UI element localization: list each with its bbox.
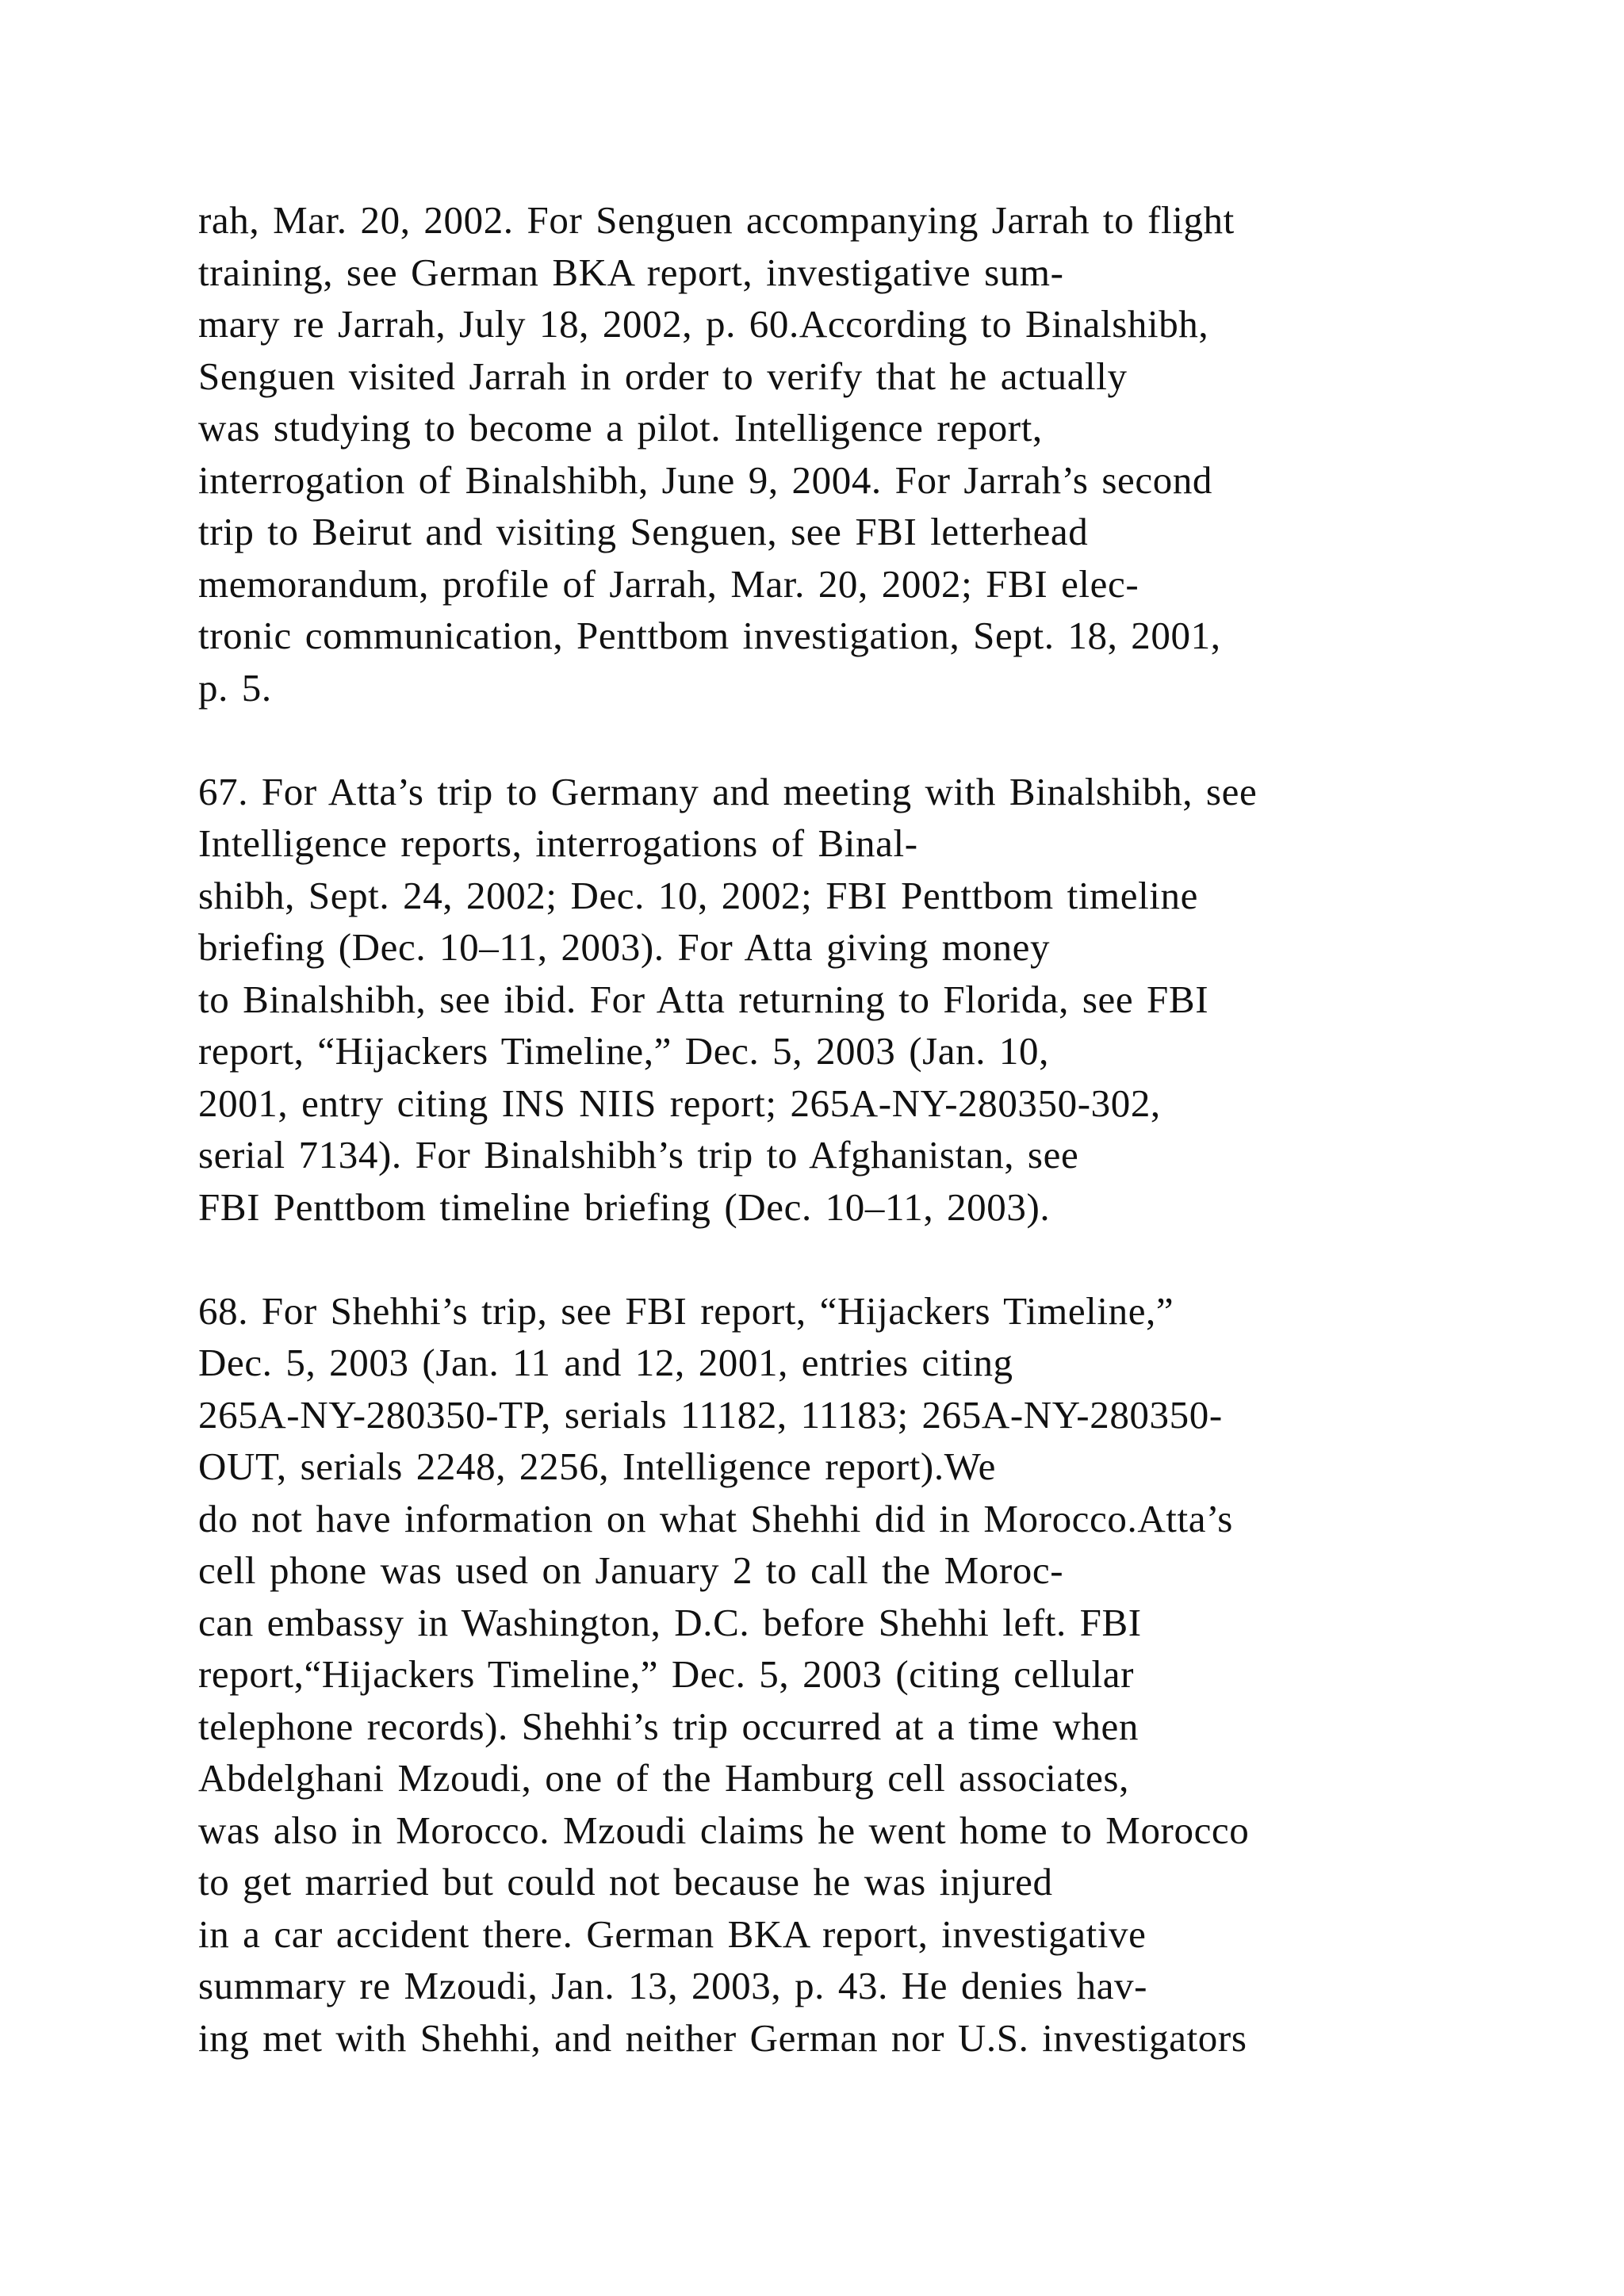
paragraph-spacer	[198, 714, 1610, 766]
text-line: summary re Mzoudi, Jan. 13, 2003, p. 43. He denies hav-	[198, 1964, 1148, 2007]
note-67-paragraph	[198, 766, 1610, 1234]
text-line: ing met with Shehhi, and neither German nor U.S. investigators	[198, 2015, 1247, 2060]
text-line: tronic communication, Penttbom investigation, Sept. 18, 2001,	[198, 614, 1221, 657]
text-line: briefing (Dec. 10–11, 2003). For Atta giving money	[198, 925, 1051, 969]
note-68-paragraph	[198, 1285, 1610, 2064]
endnotes-text	[198, 194, 1610, 2064]
text-line: trip to Beirut and visiting Senguen, see FBI letterhead	[198, 510, 1089, 553]
text-line: serial 7134). For Binalshibh’s trip to Afghanistan, see	[198, 1133, 1079, 1177]
text-line: 67. For Atta’s trip to Germany and meeting with Binalshibh, see	[198, 769, 1258, 813]
text-line: do not have information on what Shehhi did in Morocco.Atta’s	[198, 1496, 1233, 1540]
text-line: 2001, entry citing INS NIIS report; 265A-NY-280350-302,	[198, 1081, 1161, 1125]
text-line: to Binalshibh, see ibid. For Atta returning to Florida, see FBI	[198, 977, 1209, 1021]
text-line: Intelligence reports, interrogations of Binal-	[198, 821, 918, 865]
text-line: p. 5.	[198, 665, 272, 710]
text-line: telephone records). Shehhi’s trip occurred at a time when	[198, 1704, 1139, 1748]
text-line: OUT, serials 2248, 2256, Intelligence report).We	[198, 1445, 996, 1488]
text-line: rah, Mar. 20, 2002. For Senguen accompanying Jarrah to flight	[198, 198, 1235, 242]
text-line: training, see German BKA report, investigative sum-	[198, 250, 1064, 294]
text-line: was also in Morocco. Mzoudi claims he went home to Morocco	[198, 1808, 1250, 1852]
text-line: mary re Jarrah, July 18, 2002, p. 60.According to Binalshibh,	[198, 302, 1209, 346]
text-line: Abdelghani Mzoudi, one of the Hamburg cell associates,	[198, 1756, 1129, 1800]
paragraph-spacer	[198, 1233, 1610, 1285]
text-line: 68. For Shehhi’s trip, see FBI report, “Hijackers Timeline,”	[198, 1288, 1174, 1333]
text-line: interrogation of Binalshibh, June 9, 2004. For Jarrah’s second	[198, 457, 1213, 502]
text-line: 265A-NY-280350-TP, serials 11182, 11183; 265A-NY-280350-	[198, 1392, 1223, 1437]
text-line: can embassy in Washington, D.C. before Shehhi left. FBI	[198, 1600, 1142, 1644]
text-line: FBI Penttbom timeline briefing (Dec. 10–11, 2003).	[198, 1184, 1051, 1229]
text-line: was studying to become a pilot. Intelligence report,	[198, 406, 1043, 450]
text-line: report, “Hijackers Timeline,” Dec. 5, 2003 (Jan. 10,	[198, 1029, 1049, 1073]
text-line: in a car accident there. German BKA report, investigative	[198, 1911, 1147, 1956]
text-line: to get married but could not because he was injured	[198, 1860, 1053, 1904]
text-line: memorandum, profile of Jarrah, Mar. 20, 2002; FBI elec-	[198, 561, 1139, 606]
note-continuation-paragraph	[198, 194, 1610, 714]
text-line: Dec. 5, 2003 (Jan. 11 and 12, 2001, entries citing	[198, 1341, 1013, 1384]
text-line: Senguen visited Jarrah in order to verify that he actually	[198, 354, 1128, 398]
text-line: report,“Hijackers Timeline,” Dec. 5, 2003 (citing cellular	[198, 1652, 1135, 1696]
text-line: cell phone was used on January 2 to call the Moroc-	[198, 1548, 1064, 1592]
text-line: shibh, Sept. 24, 2002; Dec. 10, 2002; FBI Penttbom timeline	[198, 873, 1198, 917]
